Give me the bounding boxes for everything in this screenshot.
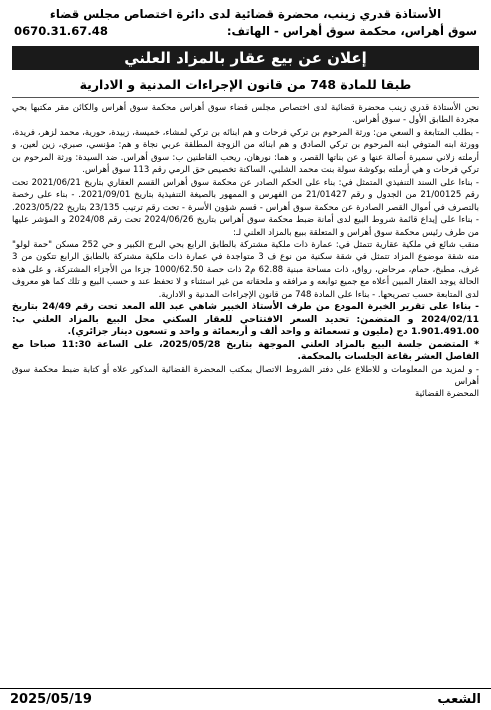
court-location: سوق أهراس، محكمة سوق أهراس - الهاتف:: [226, 24, 477, 38]
newspaper-name: الشعب: [437, 692, 481, 707]
notice-title-banner: إعلان عن بيع عقار بالمزاد العلني: [12, 46, 479, 70]
bailiff-header: [8, 6, 483, 40]
notice-body: [8, 102, 483, 388]
court-phone-line: [8, 23, 483, 40]
bailiff-name-line: الأستاذة قدري زينب، محضرة قضائية لدى دائرة اختصاص مجلس قضاء: [49, 7, 442, 21]
phone-number: 0670.31.67.48: [14, 24, 108, 38]
publication-date: 2025/05/19: [10, 692, 92, 707]
paragraph-parties: - بطلب المتابعة و السعي من: ورثة المرحوم بن تركي فرحات و هم ابنائه بن تركي لمشاء، خميسة، زبيدة، حورية، محمد لزهر، فريدة، وورثة ابنه المتوفي ابنه المرحوم بن تركي الصادق و هم ابنائه من الزوجة المطلقة عربي نجاة و هم: مؤنسي، صبري، زين لعين، و أرملته زلاني سميرة أصالة عنها و عن بناتها القصر، و هما: نورهان، ريحب القاطنين ب: سوق أهراس. ضد السيدة: ورثة المرحوم بن تركي فرحات و هي أرملته بوكوشة سولة بنت محمد الشلبي، الساكنة تخصيص حق الرمي رقم 113 سوق أهراس.: [12, 127, 479, 176]
paragraph-contact-info: - و لمزيد من المعلومات و للاطلاع على دفتر الشروط الاتصال بمكتب المحضرة القضائية المذكور علاه أو كتابة ضبط محكمة سوق أهراس: [12, 364, 479, 387]
paragraph-enforcement-title: - بناءا على السند التنفيذي المتمثل في: بناء على الحكم الصادر عن محكمة سوق أهراس القسم العقاري بتاريخ 2021/06/21 تحت رقم 21/00125 من الجدول و رقم 21/01427 من الفهرس و الممهور بالصيغة التنفيذية بتاريخ 2021/09/01. - بناء على رخصة بالتصرف في أموال القصر الصادرة عن محكمة سوق أهراس - قسم شؤون الأسرة - تحت رقم ترتيب 23/135 بتاريخ 2023/05/22. - بناءا على إيداع قائمة شروط البيع لدى أمانة ضبط محكمة سوق أهراس بتاريخ 2024/06/26 تحت رقم 2024/08 و المؤشر عليها من طرف رئيس محكمة سوق أهراس و المتعلقة ببيع بالمزاد العلني لـ:: [12, 177, 480, 238]
signature-label: المحضرة القضائية: [415, 389, 479, 400]
newspaper-footer: [0, 688, 491, 710]
paragraph-auction-session: * المتضمن جلسة البيع بالمزاد العلني الموجهة بتاريخ 2025/05/28، على الساعة 11:30 صباحا مع الفاصل العشر بقاعة الجلسات بالمحكمة.: [12, 338, 479, 363]
legal-reference-subtitle: طبقا للمادة 748 من قانون الإجراءات المدنية و الادارية: [79, 77, 412, 92]
signature-block: [8, 388, 483, 400]
paragraph-expert-price: - بناءا على تقرير الخبرة المودع من طرف الأستاذ الخبير شاهي عبد الله المعد تحت رقم 24/49 بتاريخ 2024/02/11 و المتضمن: تحديد السعر الافتتاحي للعقار السكني محل البيع بالمزاد العلني ب: 1.901.491.00 دج (مليون و تسعمائة و واحد ألف و أربعمائة و واحد و تسعون دينار جزائري).: [12, 301, 479, 338]
paragraph-bailiff-intro: نحن الأستاذة قدري زينب محضرة قضائية لدى اختصاص مجلس قضاء سوق أهراس محكمة سوق أهراس والكائن مقر مكتبها بحي مجردة الطابق الأول - سوق أهراس.: [12, 103, 479, 126]
paragraph-property-description: منقب شائع في ملكية عقارية تتمثل في: عمارة ذات ملكية مشتركة بالطابق الرابع بحي البرج الكبير و حي 252 مسكن "حمة لولو" منه شقة موضوع المزاد تتمثل في شقة سكنية من نوع ف 3 متواجدة في عمارة ذات ملكية مشتركة بالطابق الرابع تتكون من 3 غرف، مطبخ، حمام، مرحاض، رواق، ذات مساحة مبنية 62.88 م2 ذات حصة 1000/62.50 جزءا من الأجزاء المشتركة، و على هذه الحالة يوجد العقار المبين أعلاه مع جميع توابعه و مرافقه و ملحقاته من غير استثناء و لا تحفظ عند و حسب البيع و تلك كما هو معروف لدى المتابعة حسب تصريحها. - بناءا على المادة 748 من قانون الإجراءات المدنية و الادارية.: [12, 239, 479, 300]
divider: [12, 97, 479, 98]
